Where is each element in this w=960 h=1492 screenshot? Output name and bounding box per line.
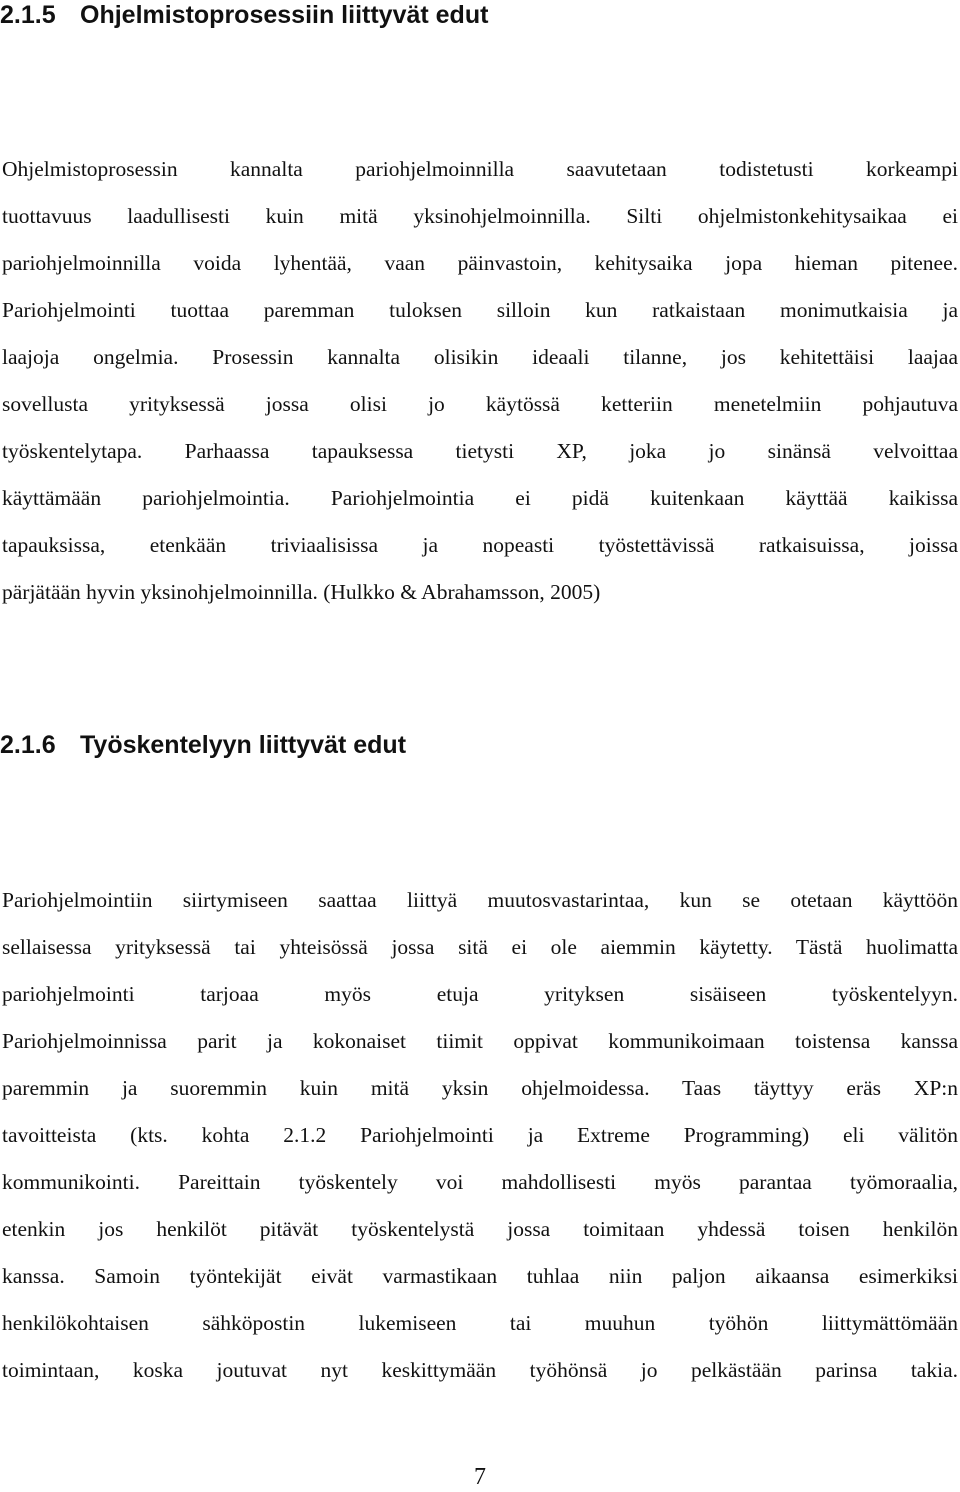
text-line: Pariohjelmointi tuottaa paremman tuloksen silloin kun ratkaistaan monimutkaisia ja xyxy=(2,298,958,322)
page-number: 7 xyxy=(474,1464,486,1490)
paragraph-ohjelmistoprosessi xyxy=(2,146,958,616)
text-line: tavoitteista (kts. kohta 2.1.2 Pariohjelmointi ja Extreme Programming) eli välitön xyxy=(2,1123,958,1147)
section-heading-2-1-6 xyxy=(0,730,406,760)
paragraph-tyoskentely xyxy=(2,877,958,1394)
text-line: sellaisessa yrityksessä tai yhteisössä jossa sitä ei ole aiemmin käytetty. Tästä huolimatta xyxy=(2,935,958,959)
text-line: pärjätään hyvin yksinohjelmoinnilla. (Hulkko & Abrahamsson, 2005) xyxy=(2,580,601,604)
text-line: käyttämään pariohjelmointia. Pariohjelmointia ei pidä kuitenkaan käyttää kaikissa xyxy=(2,486,958,510)
text-line: pariohjelmoinnilla voida lyhentää, vaan päinvastoin, kehitysaika jopa hieman pitenee. xyxy=(2,251,958,275)
text-line: Ohjelmistoprosessin kannalta pariohjelmoinnilla saavutetaan todistetusti korkeampi xyxy=(2,157,958,181)
text-line: sovellusta yrityksessä jossa olisi jo käytössä ketteriin menetelmiin pohjautuva xyxy=(2,392,958,416)
text-line: henkilökohtaisen sähköpostin lukemiseen tai muuhun työhön liittymättömään xyxy=(2,1311,958,1335)
text-line: etenkin jos henkilöt pitävät työskentelystä jossa toimitaan yhdessä toisen henkilön xyxy=(2,1217,958,1241)
text-line: laajoja ongelmia. Prosessin kannalta olisikin ideaali tilanne, jos kehitettäisi laajaa xyxy=(2,345,958,369)
text-line: työskentelytapa. Parhaassa tapauksessa tietysti XP, joka jo sinänsä velvoittaa xyxy=(2,439,958,463)
text-line: tuottavuus laadullisesti kuin mitä yksinohjelmoinnilla. Silti ohjelmistonkehitysaikaa ei xyxy=(2,204,958,228)
text-line: pariohjelmointi tarjoaa myös etuja yrityksen sisäiseen työskentelyyn. xyxy=(2,982,958,1006)
text-line: toimintaan, koska joutuvat nyt keskittymään työhönsä jo pelkästään parinsa takia. xyxy=(2,1358,958,1382)
section-title: Työskentelyyn liittyvät edut xyxy=(80,731,407,759)
text-line: tapauksissa, etenkään triviaalisissa ja nopeasti työstettävissä ratkaisuissa, joissa xyxy=(2,533,958,557)
text-line: kommunikointi. Pareittain työskentely voi mahdollisesti myös parantaa työmoraalia, xyxy=(2,1170,958,1194)
section-number: 2.1.5 xyxy=(0,1,56,29)
section-heading-2-1-5 xyxy=(0,0,488,30)
text-line: paremmin ja suoremmin kuin mitä yksin ohjelmoidessa. Taas täyttyy eräs XP:n xyxy=(2,1076,958,1100)
section-title: Ohjelmistoprosessiin liittyvät edut xyxy=(80,1,489,29)
text-line: Pariohjelmoinnissa parit ja kokonaiset tiimit oppivat kommunikoimaan toistensa kanssa xyxy=(2,1029,958,1053)
section-number: 2.1.6 xyxy=(0,731,56,759)
text-line: Pariohjelmointiin siirtymiseen saattaa liittyä muutosvastarintaa, kun se otetaan käyttöön xyxy=(2,888,958,912)
text-line: kanssa. Samoin työntekijät eivät varmastikaan tuhlaa niin paljon aikaansa esimerkiksi xyxy=(2,1264,958,1288)
